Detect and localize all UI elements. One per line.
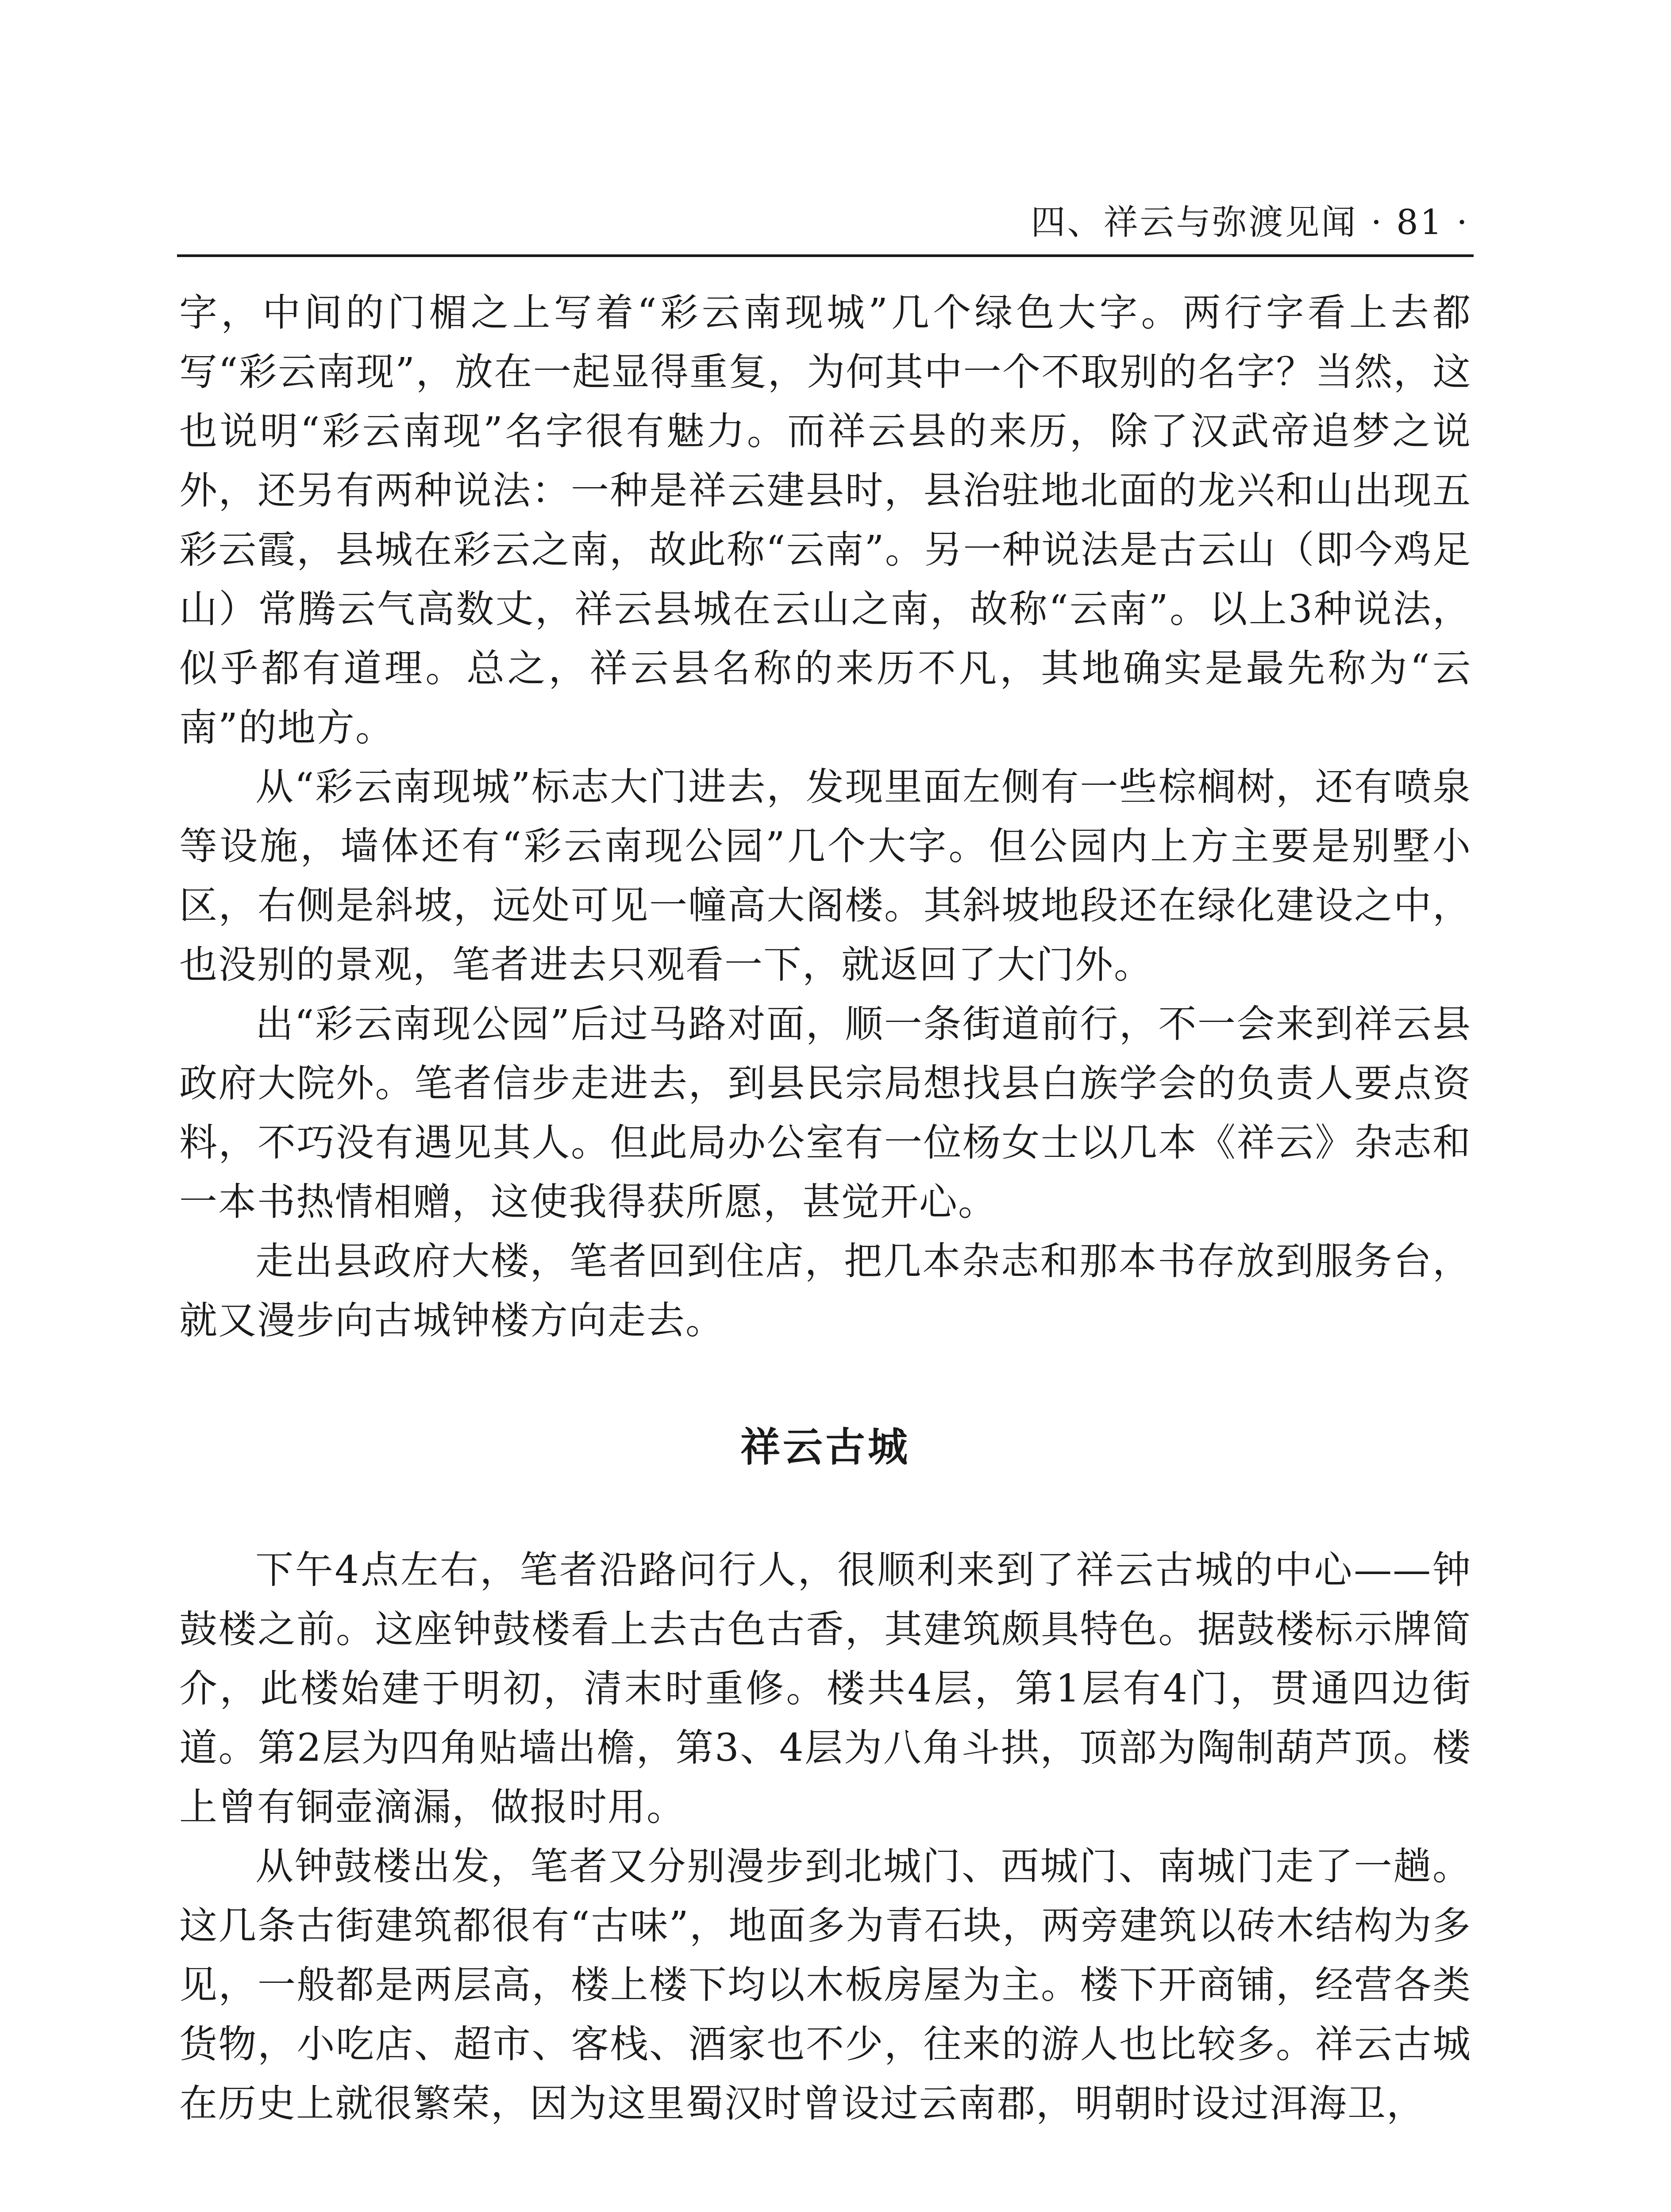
paragraph: 从“彩云南现城”标志大门进去，发现里面左侧有一些棕榈树，还有喷泉等设施，墙体还有“彩云南现公园”几个大字。但公园内上方主要是别墅小区，右侧是斜坡，远处可见一幢高大阁楼。其斜坡地段还在绿化建设之中，也没别的景观，笔者进去只观看一下，就返回了大门外。 — [179, 765, 1471, 987]
running-header — [177, 195, 1469, 248]
chapter-title: 四、祥云与弥渡见闻 — [1031, 203, 1358, 242]
paragraph: 下午4点左右，笔者沿路问行人，很顺利来到了祥云古城的中心——钟鼓楼之前。这座钟鼓楼看上去古色古香，其建筑颇具特色。据鼓楼标示牌简介，此楼始建于明初，清末时重修。楼共4层，第1层有4门，贯通四边街道。第2层为四角贴墙出檐，第3、4层为八角斗拱，顶部为陶制葫芦顶。楼上曾有铜壶滴漏，做报时用。 — [179, 1548, 1471, 1829]
header-rule — [177, 254, 1474, 257]
page-number: · 81 · — [1371, 203, 1469, 242]
paragraph-continued: 字，中间的门楣之上写着“彩云南现城”几个绿色大字。两行字看上去都写“彩云南现”，放在一起显得重复，为何其中一个不取别的名字？当然，这也说明“彩云南现”名字很有魅力。而祥云县的来历，除了汉武帝追梦之说外，还另有两种说法：一种是祥云建县时，县治驻地北面的龙兴和山出现五彩云霞，县城在彩云之南，故此称“云南”。另一种说法是古云山（即今鸡足山）常腾云气高数丈，祥云县城在云山之南，故称“云南”。以上3种说法，似乎都有道理。总之，祥云县名称的来历不凡，其地确实是最先称为“云南”的地方。 — [179, 291, 1471, 750]
paragraph: 出“彩云南现公园”后过马路对面，顺一条街道前行，不一会来到祥云县政府大院外。笔者信步走进去，到县民宗局想找县白族学会的负责人要点资料，不巧没有遇见其人。但此局办公室有一位杨女士以几本《祥云》杂志和一本书热情相赠，这使我得获所愿，甚觉开心。 — [179, 1002, 1471, 1224]
paragraph: 走出县政府大楼，笔者回到住店，把几本杂志和那本书存放到服务台，就又漫步向古城钟楼方向走去。 — [179, 1239, 1471, 1343]
section-title: 祥云古城 — [740, 1424, 910, 1471]
body-text — [179, 283, 1471, 2133]
paragraph: 从钟鼓楼出发，笔者又分别漫步到北城门、西城门、南城门走了一趟。这几条古街建筑都很有“古味”，地面多为青石块，两旁建筑以砖木结构为多见，一般都是两层高，楼上楼下均以木板房屋为主。楼下开商铺，经营各类货物，小吃店、超市、客栈、酒家也不少，往来的游人也比较多。祥云古城在历史上就很繁荣，因为这里蜀汉时曾设过云南郡，明朝时设过洱海卫， — [179, 1844, 1471, 2126]
